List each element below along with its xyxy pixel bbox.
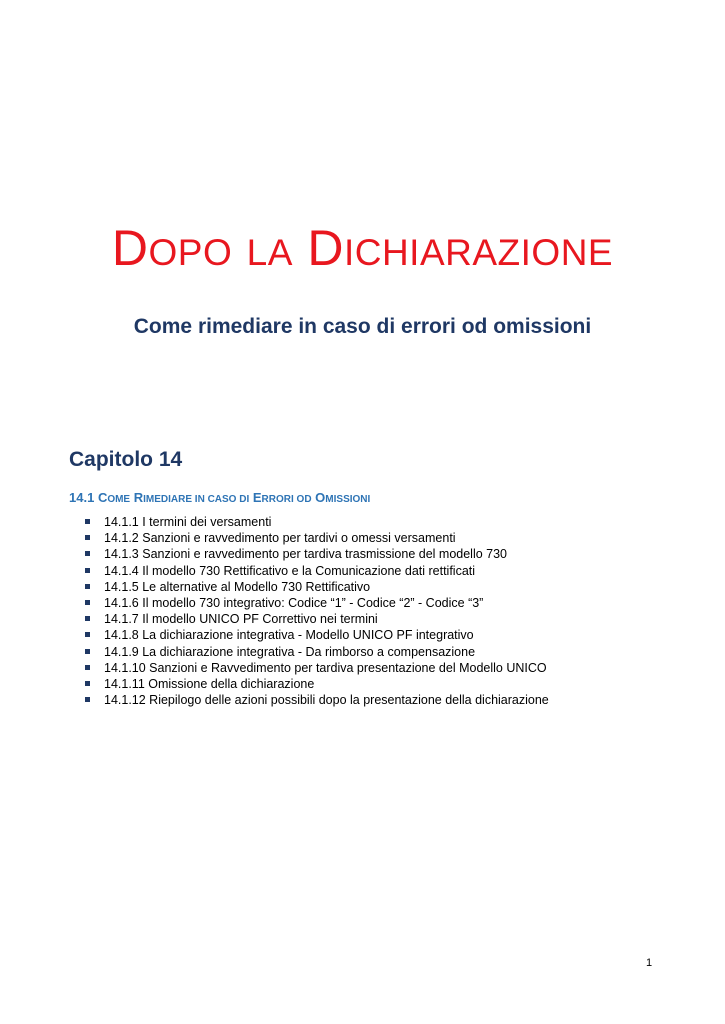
square-bullet-icon [85,568,90,573]
list-item-label: 14.1.10 Sanzioni e Ravvedimento per tardiva presentazione del Modello UNICO [104,660,547,675]
list-item[interactable] [85,611,549,627]
square-bullet-icon [85,584,90,589]
list-item-label: 14.1.9 La dichiarazione integrativa - Da rimborso a compensazione [104,644,476,659]
list-item[interactable] [85,676,549,692]
square-bullet-icon [85,665,90,670]
list-item-label: 14.1.6 Il modello 730 integrativo: Codice “1” - Codice “2” - Codice “3” [104,596,484,611]
section-small-caps-ome: OME [107,494,131,505]
document-title [0,218,725,283]
title-small-caps-l: L [246,232,268,273]
section-cap-r: R [133,490,144,505]
title-small-caps-opo: OPO [148,232,233,273]
list-item[interactable] [85,579,549,595]
section-cap-c: C [97,490,108,505]
list-item-label: 14.1.12 Riepilogo delle azioni possibili dopo la presentazione della dichiarazione [104,693,549,708]
section-cap-e: E [252,490,262,505]
list-item-label: 14.1.2 Sanzioni e ravvedimento per tardivi o omessi versamenti [104,531,456,546]
toc-list [85,514,549,708]
square-bullet-icon [85,551,90,556]
chapter-heading: Capitolo 14 [69,448,183,471]
square-bullet-icon [85,519,90,524]
list-item[interactable] [85,660,549,676]
title-initial-d2: D [307,220,344,276]
square-bullet-icon [85,616,90,621]
list-item-label: 14.1.4 Il modello 730 Rettificativo e la Comunicazione dati rettificati [104,563,476,578]
list-item-label: 14.1.1 I termini dei versamenti [104,515,272,529]
square-bullet-icon [85,697,90,702]
list-item[interactable] [85,514,549,530]
list-item-label: 14.1.5 Le alternative al Modello 730 Rettificativo [104,579,371,594]
list-item-label: 14.1.7 Il modello UNICO PF Correttivo nei termini [104,612,378,627]
square-bullet-icon [85,681,90,686]
square-bullet-icon [85,600,90,605]
list-item[interactable] [85,692,549,708]
list-item[interactable] [85,530,549,546]
section-small-caps-missioni: MISSIONI [325,494,371,505]
section-small-caps-rrori: RRORI OD [261,494,312,505]
section-small-caps-imediare: IMEDIARE IN CASO DI [143,494,250,505]
section-cap-o: O [315,490,326,505]
section-number: 14.1 [69,490,95,505]
list-item[interactable] [85,563,549,579]
list-item[interactable] [85,546,549,562]
document-subtitle: Come rimediare in caso di errori od omissioni [133,315,592,338]
list-item[interactable] [85,595,549,611]
section-heading [69,489,370,509]
title-small-caps-ichiarazione: ICHIARAZIONE [343,232,614,273]
square-bullet-icon [85,535,90,540]
list-item-label: 14.1.11 Omissione della dichiarazione [104,677,315,692]
list-item-label: 14.1.8 La dichiarazione integrativa - Modello UNICO PF integrativo [104,628,474,643]
square-bullet-icon [85,649,90,654]
list-item[interactable] [85,627,549,643]
list-item-label: 14.1.3 Sanzioni e ravvedimento per tardiva trasmissione del modello 730 [104,547,508,562]
title-small-caps-a: A [267,232,293,273]
title-initial-d: D [111,220,149,276]
page-number: 1 [646,957,653,969]
list-item[interactable] [85,644,549,660]
square-bullet-icon [85,632,90,637]
